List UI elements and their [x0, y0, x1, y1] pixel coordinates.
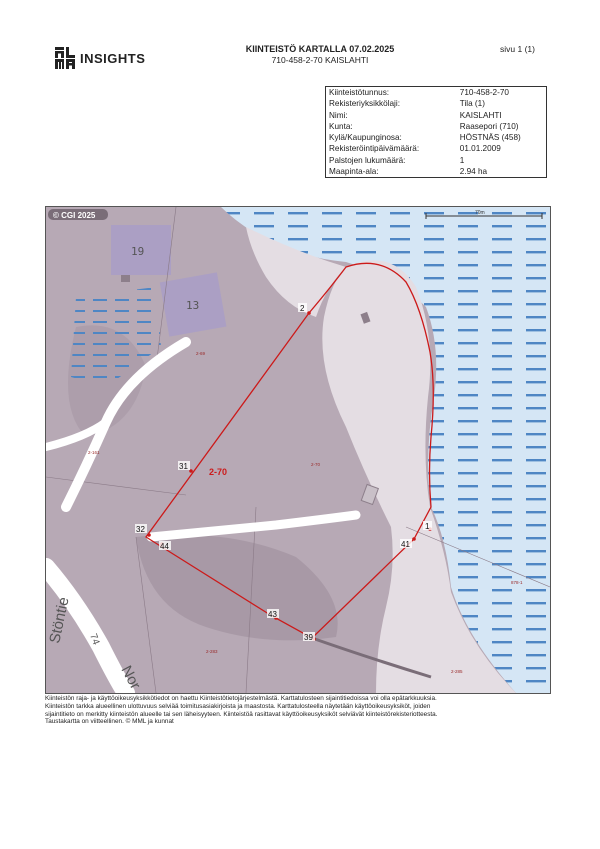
info-row — [326, 110, 547, 121]
property-map[interactable] — [45, 206, 551, 694]
property-info-table — [325, 86, 547, 178]
parcel-id-label: 2-70 — [209, 467, 228, 477]
disclaimer-line: Taustakartta on viitteellinen. © MML ja kunnat — [45, 718, 174, 726]
info-label: Rekisteröintipäivämäärä: — [329, 144, 420, 154]
info-row — [326, 155, 547, 166]
copyright-text: © CGI 2025 — [53, 211, 96, 220]
vertex-label: 39 — [304, 633, 313, 642]
brand-logo — [55, 47, 145, 69]
info-row — [326, 143, 547, 154]
neighbour-label: 2-70 — [311, 462, 321, 467]
scale-label: 70m — [475, 210, 485, 216]
info-label: Maapinta-ala: — [329, 167, 379, 177]
info-label: Kylä/Kaupunginosa: — [329, 133, 402, 143]
info-value: 2.94 ha — [459, 167, 488, 177]
neighbour-label: 878-1 — [511, 580, 523, 585]
vertex-label: 44 — [160, 542, 169, 551]
building — [121, 275, 130, 282]
neighbour-label: 2-69 — [196, 351, 206, 356]
info-label: Kiinteistötunnus: — [329, 88, 390, 97]
info-label: Kunta: — [329, 121, 353, 131]
disclaimer — [45, 695, 555, 726]
page-title: KIINTEISTÖ KARTALLA 07.02.2025 — [245, 44, 395, 54]
info-value: 710-458-2-70 — [459, 88, 509, 97]
info-value: Tila (1) — [459, 99, 485, 109]
building-number: 13 — [186, 299, 200, 312]
disclaimer-line: sijaintitieto on merkitty kiinteistön alueelle tai sen läheisyyteen. Kiinteistöä rasittavat käyttöoikeusyksiköt selviävät kiinteistörekisteriotteesta. — [45, 710, 438, 718]
neighbour-label: 2-161 — [88, 450, 100, 455]
vertex-label: 2 — [300, 304, 305, 313]
info-row — [326, 166, 547, 178]
info-value: KAISLAHTI — [459, 110, 502, 120]
map-canvas — [46, 207, 550, 693]
info-label: Nimi: — [329, 110, 348, 120]
vertex-label: 31 — [179, 462, 188, 471]
road-number-label: 74 — [87, 632, 102, 647]
logo-text: INSIGHTS — [80, 50, 146, 66]
info-value: HÖSTNÄS (458) — [459, 133, 521, 143]
logo-mark-icon — [55, 47, 77, 69]
info-value: 01.01.2009 — [459, 144, 501, 154]
info-row — [326, 98, 547, 109]
vertex-label: 43 — [268, 610, 277, 619]
road-name-label: Nor — [117, 662, 144, 693]
info-row — [326, 132, 547, 143]
info-row — [326, 121, 547, 132]
neighbour-label: 2-285 — [451, 669, 463, 674]
vertex-label: 1 — [425, 522, 430, 531]
vertex-label: 32 — [136, 525, 145, 534]
page-subtitle: 710-458-2-70 KAISLAHTI — [271, 55, 369, 65]
neighbour-label: 2-283 — [206, 649, 218, 654]
info-row — [326, 87, 547, 99]
disclaimer-line: Kiinteistön tarkka alueellinen ulottuvuus selviää toimitusasiakirjoista ja maastosta. Karttatulosteella näytetään käyttöoikeusyksiköt, joiden — [45, 702, 431, 710]
info-label: Palstojen lukumäärä: — [329, 155, 406, 165]
disclaimer-line: Kiinteistön raja- ja käyttöoikeusyksikkötiedot on haettu Kiinteistötietojärjestelmästä. Karttatulosteen sijaintitiedoissa voi olla epätarkkuuksia. — [45, 695, 437, 702]
page-number: sivu 1 (1) — [500, 44, 535, 54]
info-label: Rekisteriyksikkölaji: — [329, 99, 400, 109]
info-value: 1 — [459, 155, 465, 165]
road-name-label: Stöntie — [46, 595, 73, 645]
building-number: 19 — [131, 245, 145, 258]
info-value: Raasepori (710) — [459, 121, 519, 131]
vertex-label: 41 — [401, 540, 410, 549]
